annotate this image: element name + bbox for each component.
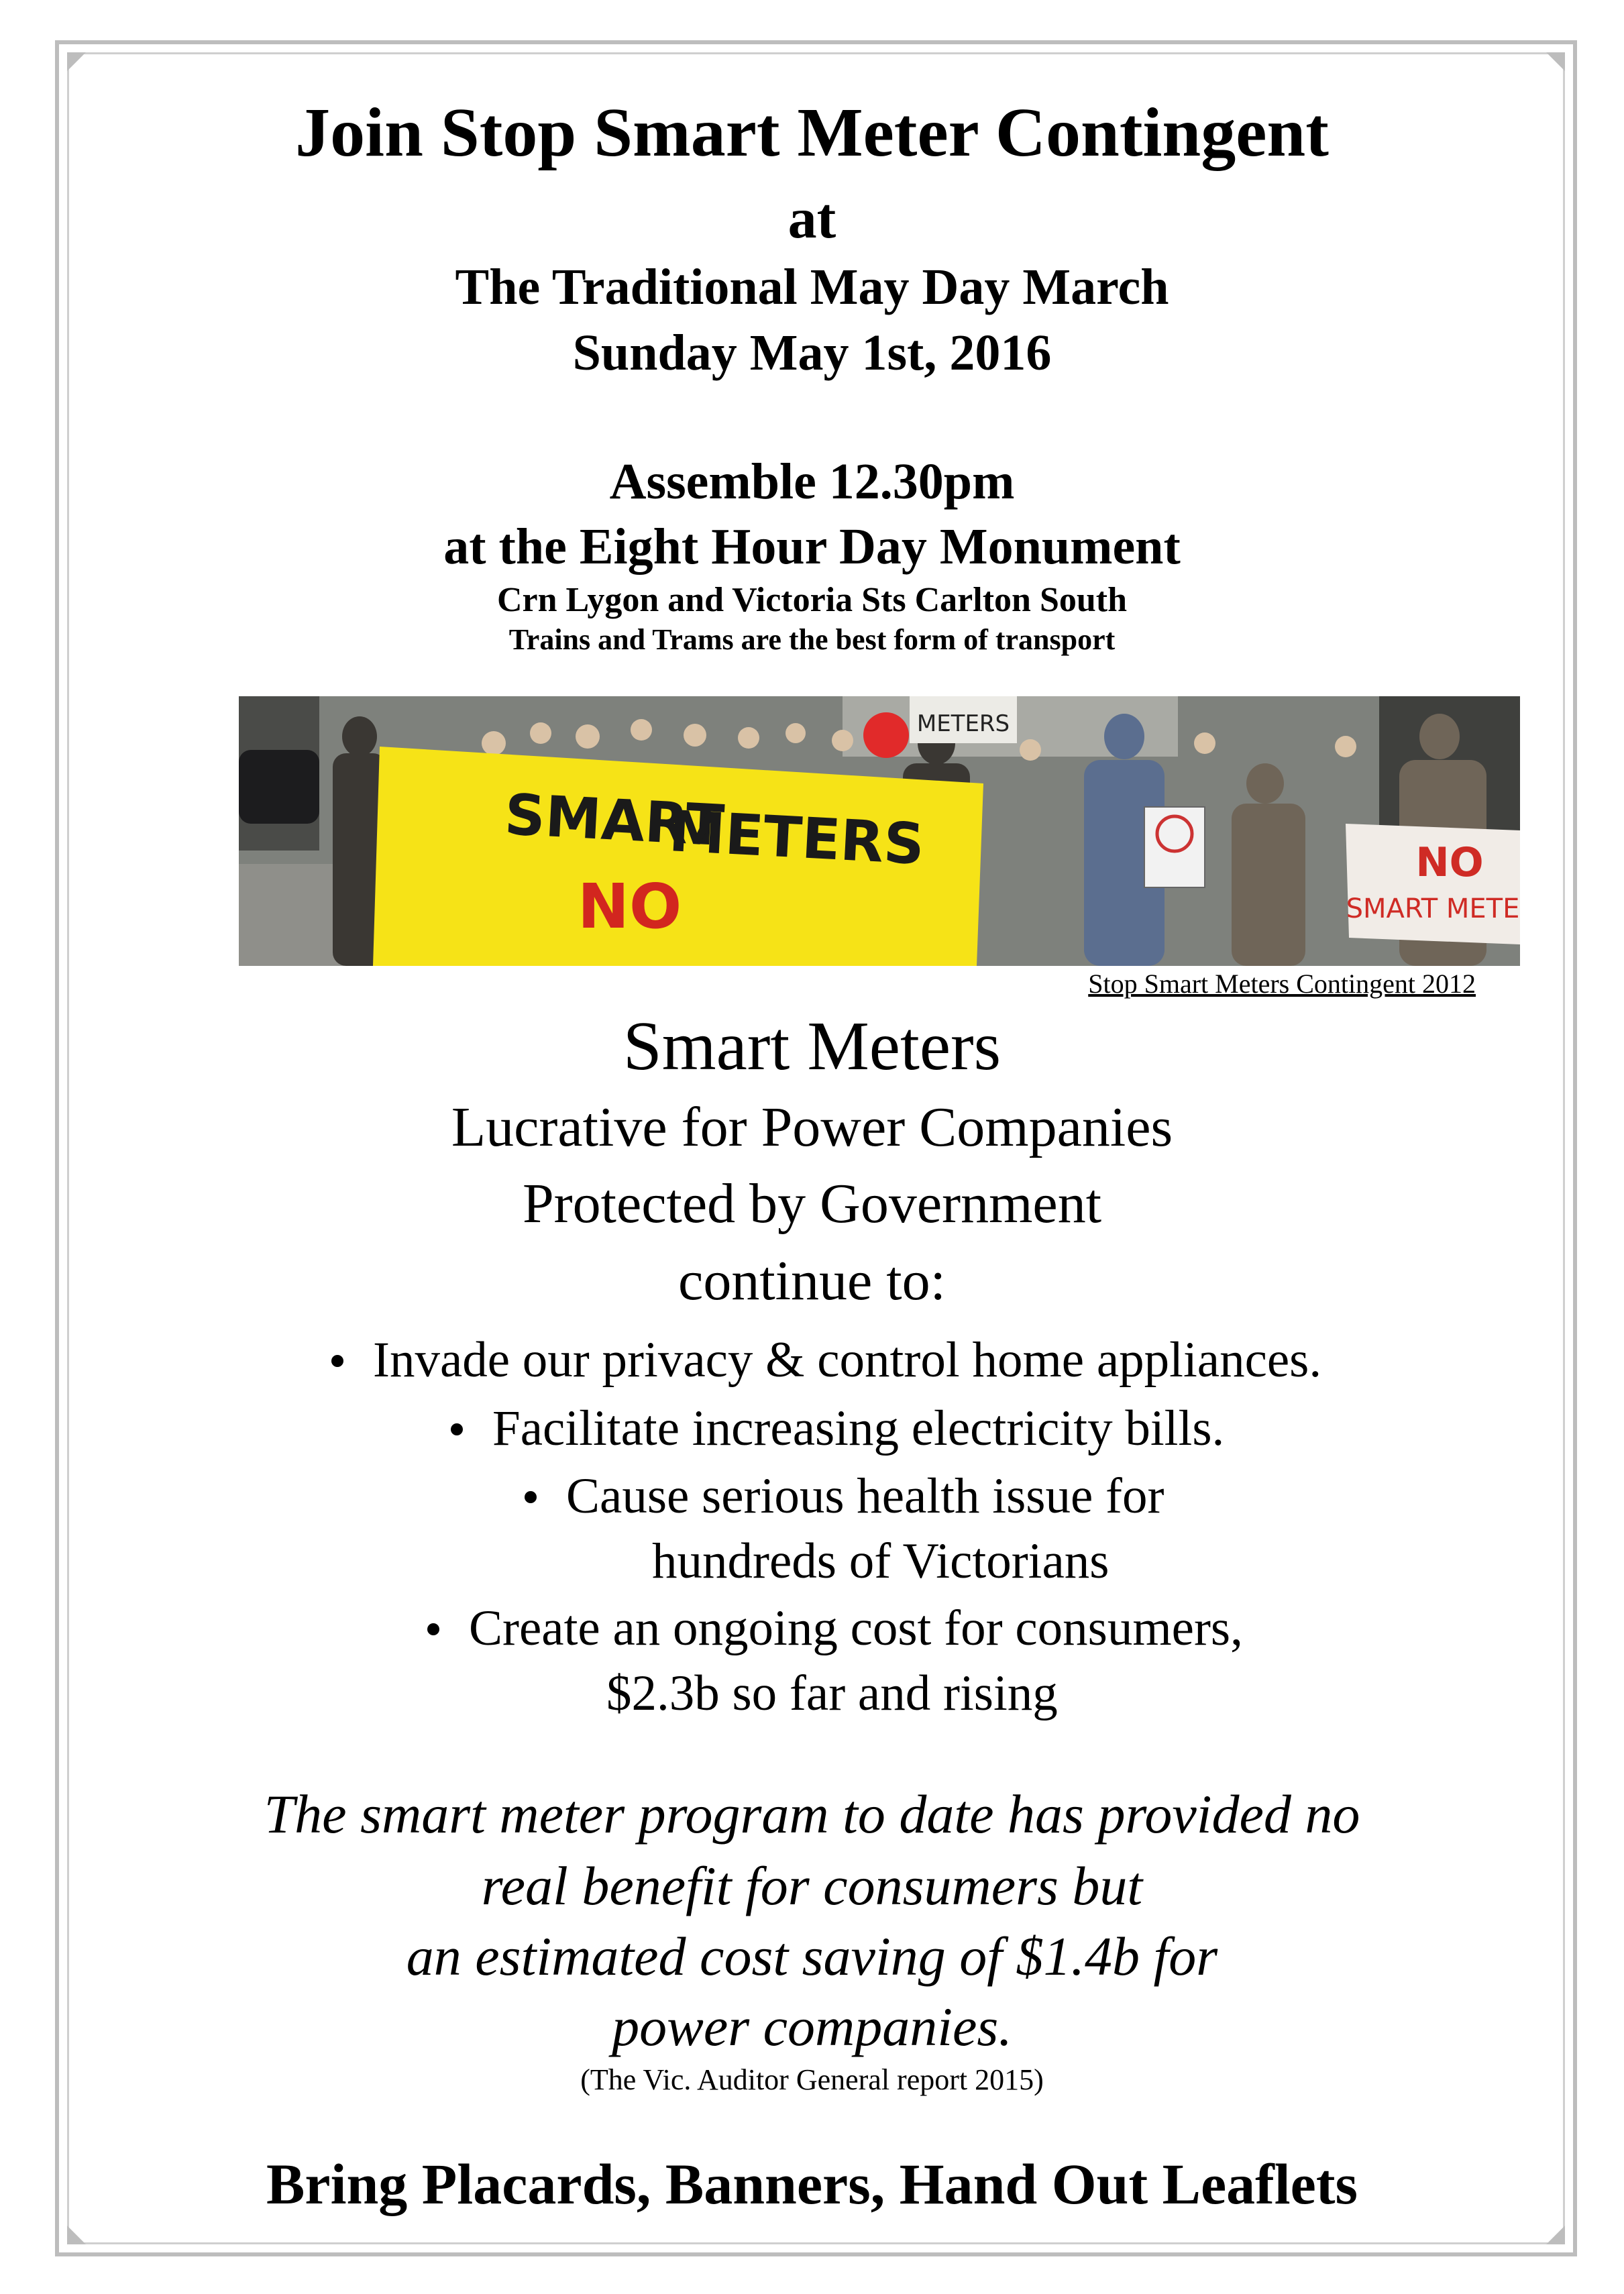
photo-caption: Stop Smart Meters Contingent 2012 xyxy=(1088,969,1476,999)
banner-text-smart: SMART xyxy=(502,781,726,859)
sign-right-smart: SMART METE xyxy=(1346,893,1520,924)
quote-line-2: real benefit for consumers but xyxy=(481,1855,1143,1916)
banner-text-meters: METERS xyxy=(667,798,926,877)
border-corner-bottom-right xyxy=(1546,2226,1565,2244)
event-name: The Traditional May Day March xyxy=(455,259,1169,315)
transport-note: Trains and Trams are the best form of transport xyxy=(508,623,1116,656)
bullet-text: Create an ongoing cost for consumers, xyxy=(469,1600,1243,1656)
section-heading: Smart Meters xyxy=(622,1007,1002,1085)
title-connector: at xyxy=(788,186,836,250)
bullet-text-continuation: $2.3b so far and rising xyxy=(606,1665,1058,1721)
bullet-item xyxy=(525,1468,1164,1525)
assembly-time: Assemble 12.30pm xyxy=(609,453,1015,510)
quote-line-4: power companies. xyxy=(612,1996,1012,2057)
bullet-text: Cause serious health issue for xyxy=(566,1468,1165,1524)
border-corner-bottom-left xyxy=(67,2226,86,2244)
bullet-item xyxy=(331,1331,1321,1389)
banner-text-no: NO xyxy=(578,871,682,942)
subheading-lucrative: Lucrative for Power Companies xyxy=(451,1096,1173,1158)
subheading-protected: Protected by Government xyxy=(522,1172,1102,1235)
bullet-text: Invade our privacy & control home appliances. xyxy=(373,1332,1322,1388)
bullet-dot xyxy=(451,1423,463,1435)
border-corner-top-right xyxy=(1546,52,1565,71)
quote-line-1: The smart meter program to date has provided no xyxy=(264,1784,1360,1845)
assembly-address: Crn Lygon and Victoria Sts Carlton South xyxy=(496,581,1128,619)
call-to-action: Bring Placards, Banners, Hand Out Leaflets xyxy=(266,2152,1358,2216)
march-photo xyxy=(239,696,1520,966)
quote-source: (The Vic. Auditor General report 2015) xyxy=(580,2063,1044,2096)
assembly-place: at the Eight Hour Day Monument xyxy=(443,518,1181,575)
bullet-item xyxy=(427,1600,1243,1657)
flyer-title: Join Stop Smart Meter Contingent xyxy=(295,94,1329,171)
bullet-item xyxy=(451,1400,1224,1458)
photo-placard-top: METERS xyxy=(916,710,1010,737)
bullet-dot xyxy=(525,1491,537,1503)
bullet-dot xyxy=(331,1355,343,1367)
bullet-text-continuation: hundreds of Victorians xyxy=(652,1533,1109,1589)
sign-right-no: NO xyxy=(1415,839,1484,886)
quote-line-3: an estimated cost saving of $1.4b for xyxy=(406,1926,1218,1987)
bullet-text: Facilitate increasing electricity bills. xyxy=(492,1401,1225,1456)
event-date: Sunday May 1st, 2016 xyxy=(572,325,1052,381)
border-corner-top-left xyxy=(67,52,86,71)
subheading-continue: continue to: xyxy=(678,1250,946,1312)
bullet-dot xyxy=(427,1623,439,1635)
